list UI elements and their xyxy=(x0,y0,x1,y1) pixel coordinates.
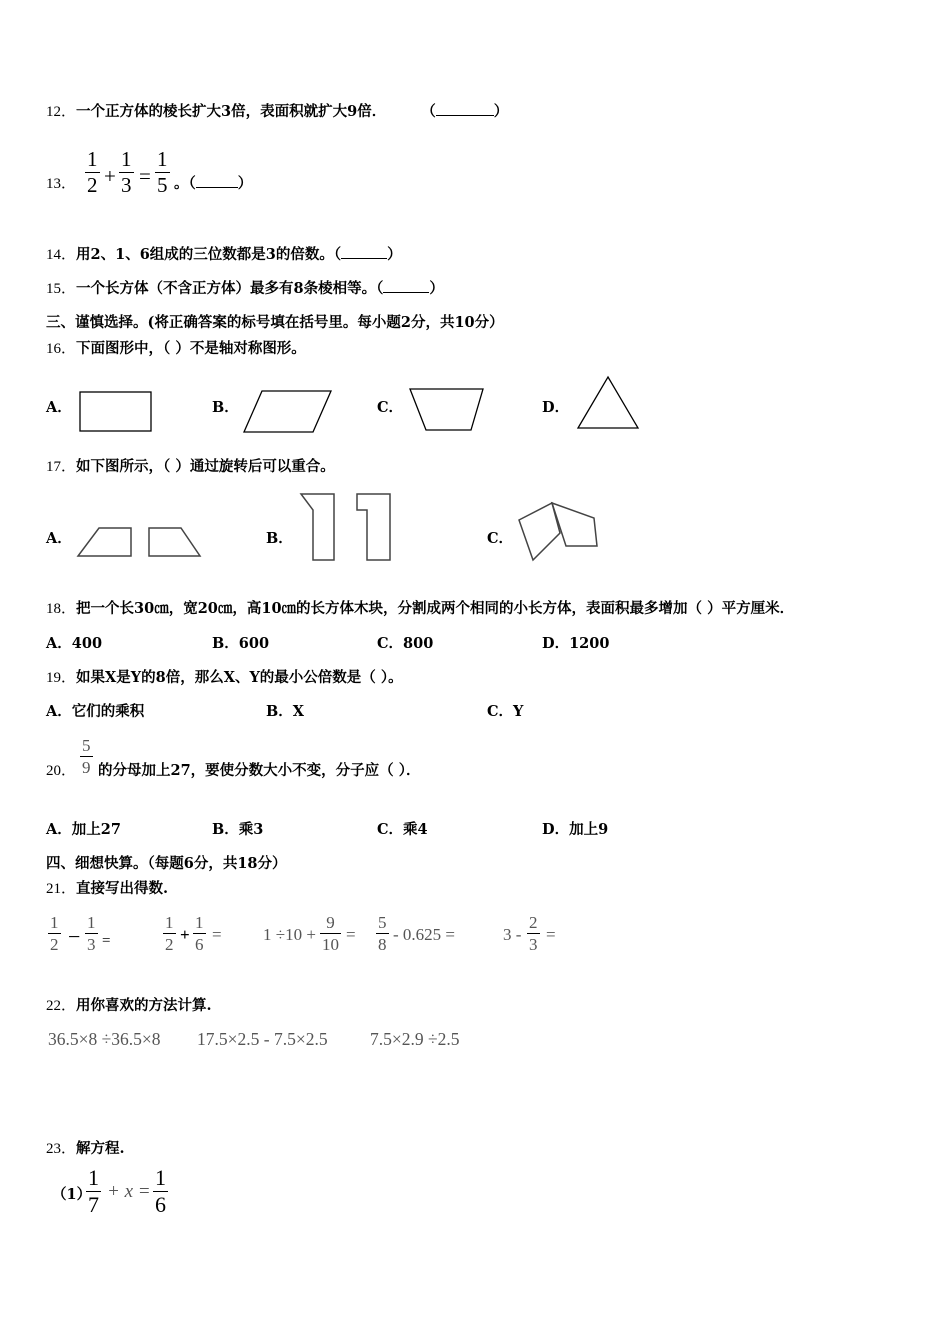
equals-sign: = xyxy=(346,925,356,944)
fraction: 2 3 xyxy=(529,913,538,954)
option-b[interactable]: B．X xyxy=(266,703,305,720)
section-3-heading: 三、谨慎选择。(将正确答案的标号填在括号里。每小题2分，共10分） xyxy=(46,314,504,331)
option-c[interactable]: C．800 xyxy=(377,635,434,652)
fraction: 5 9 xyxy=(82,736,91,777)
option-a[interactable]: A．它们的乘积 xyxy=(46,703,145,720)
question-text: 一个长方体（不含正方体）最多有8条棱相等。 xyxy=(76,280,377,297)
fraction: 1 3 xyxy=(87,913,96,954)
question-text: 如下图所示，（ ）通过旋转后可以重合。 xyxy=(76,458,335,475)
question-text: 用2、1、6组成的三位数都是3的倍数。 xyxy=(76,246,334,263)
question-19 xyxy=(46,669,403,687)
trapezoid-shape xyxy=(78,528,131,556)
paren-left: （ xyxy=(376,280,384,297)
minus-sign: − xyxy=(68,924,81,949)
question-21 xyxy=(46,880,168,898)
question-number: 14． xyxy=(46,247,77,263)
paren-right: ） xyxy=(429,280,444,297)
sub-question-label: （1） xyxy=(52,1186,92,1203)
option-b-label[interactable]: B． xyxy=(212,399,239,416)
option-a-label[interactable]: A． xyxy=(46,399,72,416)
fraction: 1 5 xyxy=(157,147,168,197)
question-text: 下面图形中，（ ）不是轴对称图形。 xyxy=(76,340,306,357)
option-c-label[interactable]: C． xyxy=(377,399,404,416)
option-d[interactable]: D．加上9 xyxy=(542,821,609,838)
question-number: 16． xyxy=(46,341,77,357)
question-23 xyxy=(46,1140,125,1158)
question-text: 直接写出得数. xyxy=(76,880,169,897)
question-20-number xyxy=(46,762,76,780)
pentagon-shape xyxy=(552,503,597,546)
option-d-label[interactable]: D． xyxy=(542,399,570,416)
question-number: 20． xyxy=(46,763,77,779)
fraction: 9 10 xyxy=(322,913,339,954)
question-text: 一个正方体的棱长扩大3倍，表面积就扩大9倍． xyxy=(76,103,387,120)
option-b[interactable]: B．乘3 xyxy=(212,821,264,838)
question-number: 23． xyxy=(46,1141,77,1157)
l-shape xyxy=(301,494,334,560)
fraction: 1 6 xyxy=(155,1165,166,1217)
question-text: 解方程. xyxy=(76,1140,125,1157)
question-18 xyxy=(46,600,794,618)
option-c-label[interactable]: C． xyxy=(487,530,514,547)
question-number: 13． xyxy=(46,176,77,192)
question-text: 的分母加上27，要使分数大小不变，分子应（ ）． xyxy=(98,762,421,779)
option-d[interactable]: D．1200 xyxy=(542,635,610,652)
fraction: 1 2 xyxy=(165,913,174,954)
question-number: 22． xyxy=(46,998,77,1014)
paren-left: （ xyxy=(333,246,342,263)
option-a[interactable]: A．400 xyxy=(46,635,103,652)
fraction: 5 8 xyxy=(378,913,387,954)
option-b[interactable]: B．600 xyxy=(212,635,270,652)
question-22 xyxy=(46,997,212,1015)
fraction: 1 7 xyxy=(88,1165,99,1217)
expression-text: 1 ÷10 + xyxy=(263,925,316,944)
equals-sign: = xyxy=(212,925,222,944)
plus-sign: + xyxy=(104,164,116,188)
option-c[interactable]: C．乘4 xyxy=(377,821,428,838)
paren-right: ） xyxy=(237,175,253,192)
paren-right: ） xyxy=(387,246,402,263)
question-number: 17． xyxy=(46,459,77,475)
fraction: 1 6 xyxy=(195,913,204,954)
question-text: 如果X是Y的8倍，那么X、Y的最小公倍数是（ ）。 xyxy=(76,669,403,686)
expression-1: 36.5×8 ÷36.5×8 xyxy=(48,1029,161,1049)
question-number: 18． xyxy=(46,601,77,617)
trapezoid-shape xyxy=(149,528,200,556)
option-a[interactable]: A．加上27 xyxy=(46,821,121,838)
option-a-label[interactable]: A． xyxy=(46,530,72,547)
expression-text: 3 - xyxy=(503,925,522,944)
expression-2: 17.5×2.5 - 7.5×2.5 xyxy=(197,1029,328,1049)
expression-text: - 0.625 = xyxy=(393,925,455,944)
equals-sign: = xyxy=(102,933,111,949)
question-number: 21． xyxy=(46,881,77,897)
question-text: 用你喜欢的方法计算. xyxy=(76,997,212,1014)
option-b-label[interactable]: B． xyxy=(266,530,293,547)
fraction: 1 3 xyxy=(121,147,132,197)
question-number: 15． xyxy=(46,281,77,297)
plus-sign: + xyxy=(180,925,190,944)
fraction: 1 2 xyxy=(87,147,98,197)
l-shape xyxy=(357,494,390,560)
equals-sign: = xyxy=(139,164,151,188)
paren-left: （ xyxy=(421,103,436,120)
equation-text: + x = xyxy=(107,1181,151,1202)
equals-sign: = xyxy=(546,925,556,944)
question-number: 12． xyxy=(46,104,77,120)
section-4-heading: 四、细想快算。（每题6分，共18分） xyxy=(46,855,287,872)
fraction: 1 2 xyxy=(50,913,59,954)
question-text: 把一个长30㎝，宽20㎝，高10㎝的长方体木块，分割成两个相同的小长方体，表面积最多增加（ ）平方厘米． xyxy=(76,600,795,617)
paren-right: ） xyxy=(493,103,509,120)
pentagon-shape xyxy=(519,503,560,560)
question-13-tail: 。（ ） xyxy=(174,175,253,192)
paren-left: （ xyxy=(188,175,196,192)
expression-3: 7.5×2.9 ÷2.5 xyxy=(370,1029,460,1049)
option-c[interactable]: C．Y xyxy=(487,703,524,720)
question-number: 19． xyxy=(46,670,77,686)
